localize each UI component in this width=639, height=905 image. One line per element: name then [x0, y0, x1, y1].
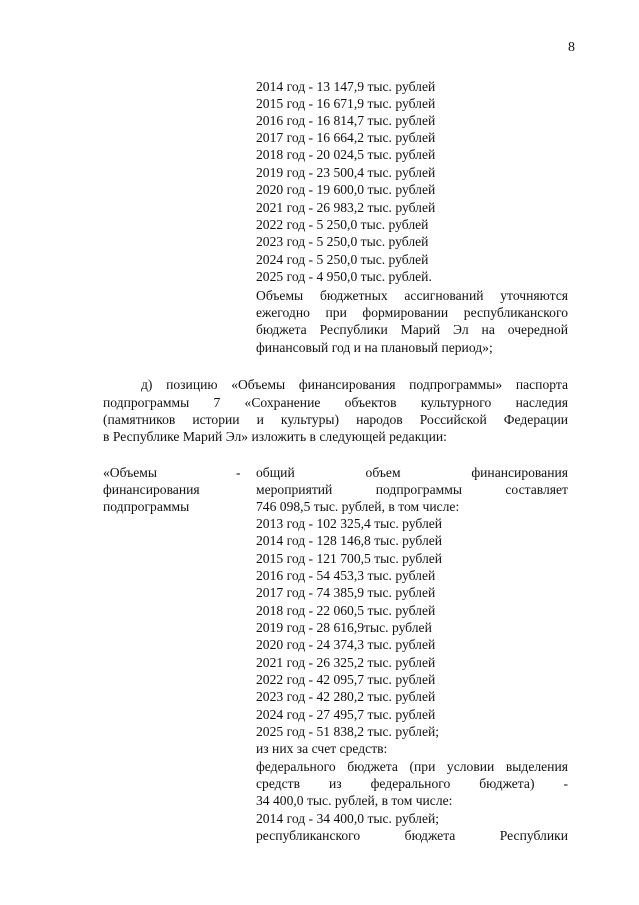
list-item: 2016 год - 54 453,3 тыс. рублей [256, 568, 436, 583]
label-line: финансирования [103, 482, 200, 497]
list-item: 2014 год - 13 147,9 тыс. рублей [256, 79, 436, 94]
label-dash: - [236, 465, 241, 480]
list-item: 2019 год - 23 500,4 тыс. рублей [256, 165, 436, 180]
list-item: 2018 год - 20 024,5 тыс. рублей [256, 147, 436, 162]
list-item: 2015 год - 121 700,5 тыс. рублей [256, 551, 443, 566]
list-item: 2015 год - 16 671,9 тыс. рублей [256, 96, 436, 111]
note-line: Объемы бюджетных ассигнований уточняются [256, 288, 568, 303]
list-item: 2019 год - 28 616,9тыс. рублей [256, 620, 432, 635]
list-item: 2017 год - 74 385,9 тыс. рублей [256, 585, 436, 600]
list-item: 2021 год - 26 983,2 тыс. рублей [256, 200, 436, 215]
source-line: средств из федерального бюджета) - [256, 776, 568, 791]
list-item: 2022 год - 5 250,0 тыс. рублей [256, 217, 429, 232]
list-item: 2017 год - 16 664,2 тыс. рублей [256, 130, 436, 145]
source-line: 34 400,0 тыс. рублей, в том числе: [256, 793, 453, 808]
paragraph-line: д) позицию «Объемы финансирования подпрограммы» паспорта [141, 377, 568, 392]
source-line: из них за счет средств: [256, 741, 388, 756]
list-item: 2016 год - 16 814,7 тыс. рублей [256, 113, 436, 128]
label-line: «Объемы [103, 465, 157, 480]
list-item: 2013 год - 102 325,4 тыс. рублей [256, 516, 443, 531]
list-item: 2020 год - 19 600,0 тыс. рублей [256, 182, 436, 197]
paragraph-line: в Республике Марий Эл» изложить в следующей редакции: [103, 429, 447, 444]
source-line: федерального бюджета (при условии выделения [256, 759, 568, 774]
intro-line: общий объем финансирования [256, 465, 568, 480]
paragraph-line: (памятников истории и культуры) народов Российской Федерации [103, 412, 568, 427]
list-item: 2023 год - 5 250,0 тыс. рублей [256, 234, 429, 249]
paragraph-line: подпрограммы 7 «Сохранение объектов культурного наследия [103, 395, 568, 410]
note-line: ежегодно при формировании республиканского [256, 305, 568, 320]
list-item: 2021 год - 26 325,2 тыс. рублей [256, 655, 436, 670]
list-item: 2025 год - 51 838,2 тыс. рублей; [256, 724, 440, 739]
intro-line: мероприятий подпрограммы составляет [256, 482, 568, 497]
label-line: подпрограммы [103, 499, 190, 514]
list-item: 2020 год - 24 374,3 тыс. рублей [256, 637, 436, 652]
list-item: 2024 год - 5 250,0 тыс. рублей [256, 252, 429, 267]
list-item: 2025 год - 4 950,0 тыс. рублей. [256, 269, 432, 284]
list-item: 2022 год - 42 095,7 тыс. рублей [256, 672, 436, 687]
intro-line: 746 098,5 тыс. рублей, в том числе: [256, 499, 460, 514]
list-item: 2024 год - 27 495,7 тыс. рублей [256, 707, 436, 722]
list-item: 2018 год - 22 060,5 тыс. рублей [256, 603, 436, 618]
list-item: 2023 год - 42 280,2 тыс. рублей [256, 689, 436, 704]
source-line: республиканского бюджета Республики [256, 828, 568, 843]
source-line: 2014 год - 34 400,0 тыс. рублей; [256, 811, 440, 826]
note-line: финансовый год и на плановый период»; [256, 340, 493, 355]
list-item: 2014 год - 128 146,8 тыс. рублей [256, 533, 443, 548]
page-number: 8 [568, 40, 575, 55]
note-line: бюджета Республики Марий Эл на очередной [256, 322, 568, 337]
